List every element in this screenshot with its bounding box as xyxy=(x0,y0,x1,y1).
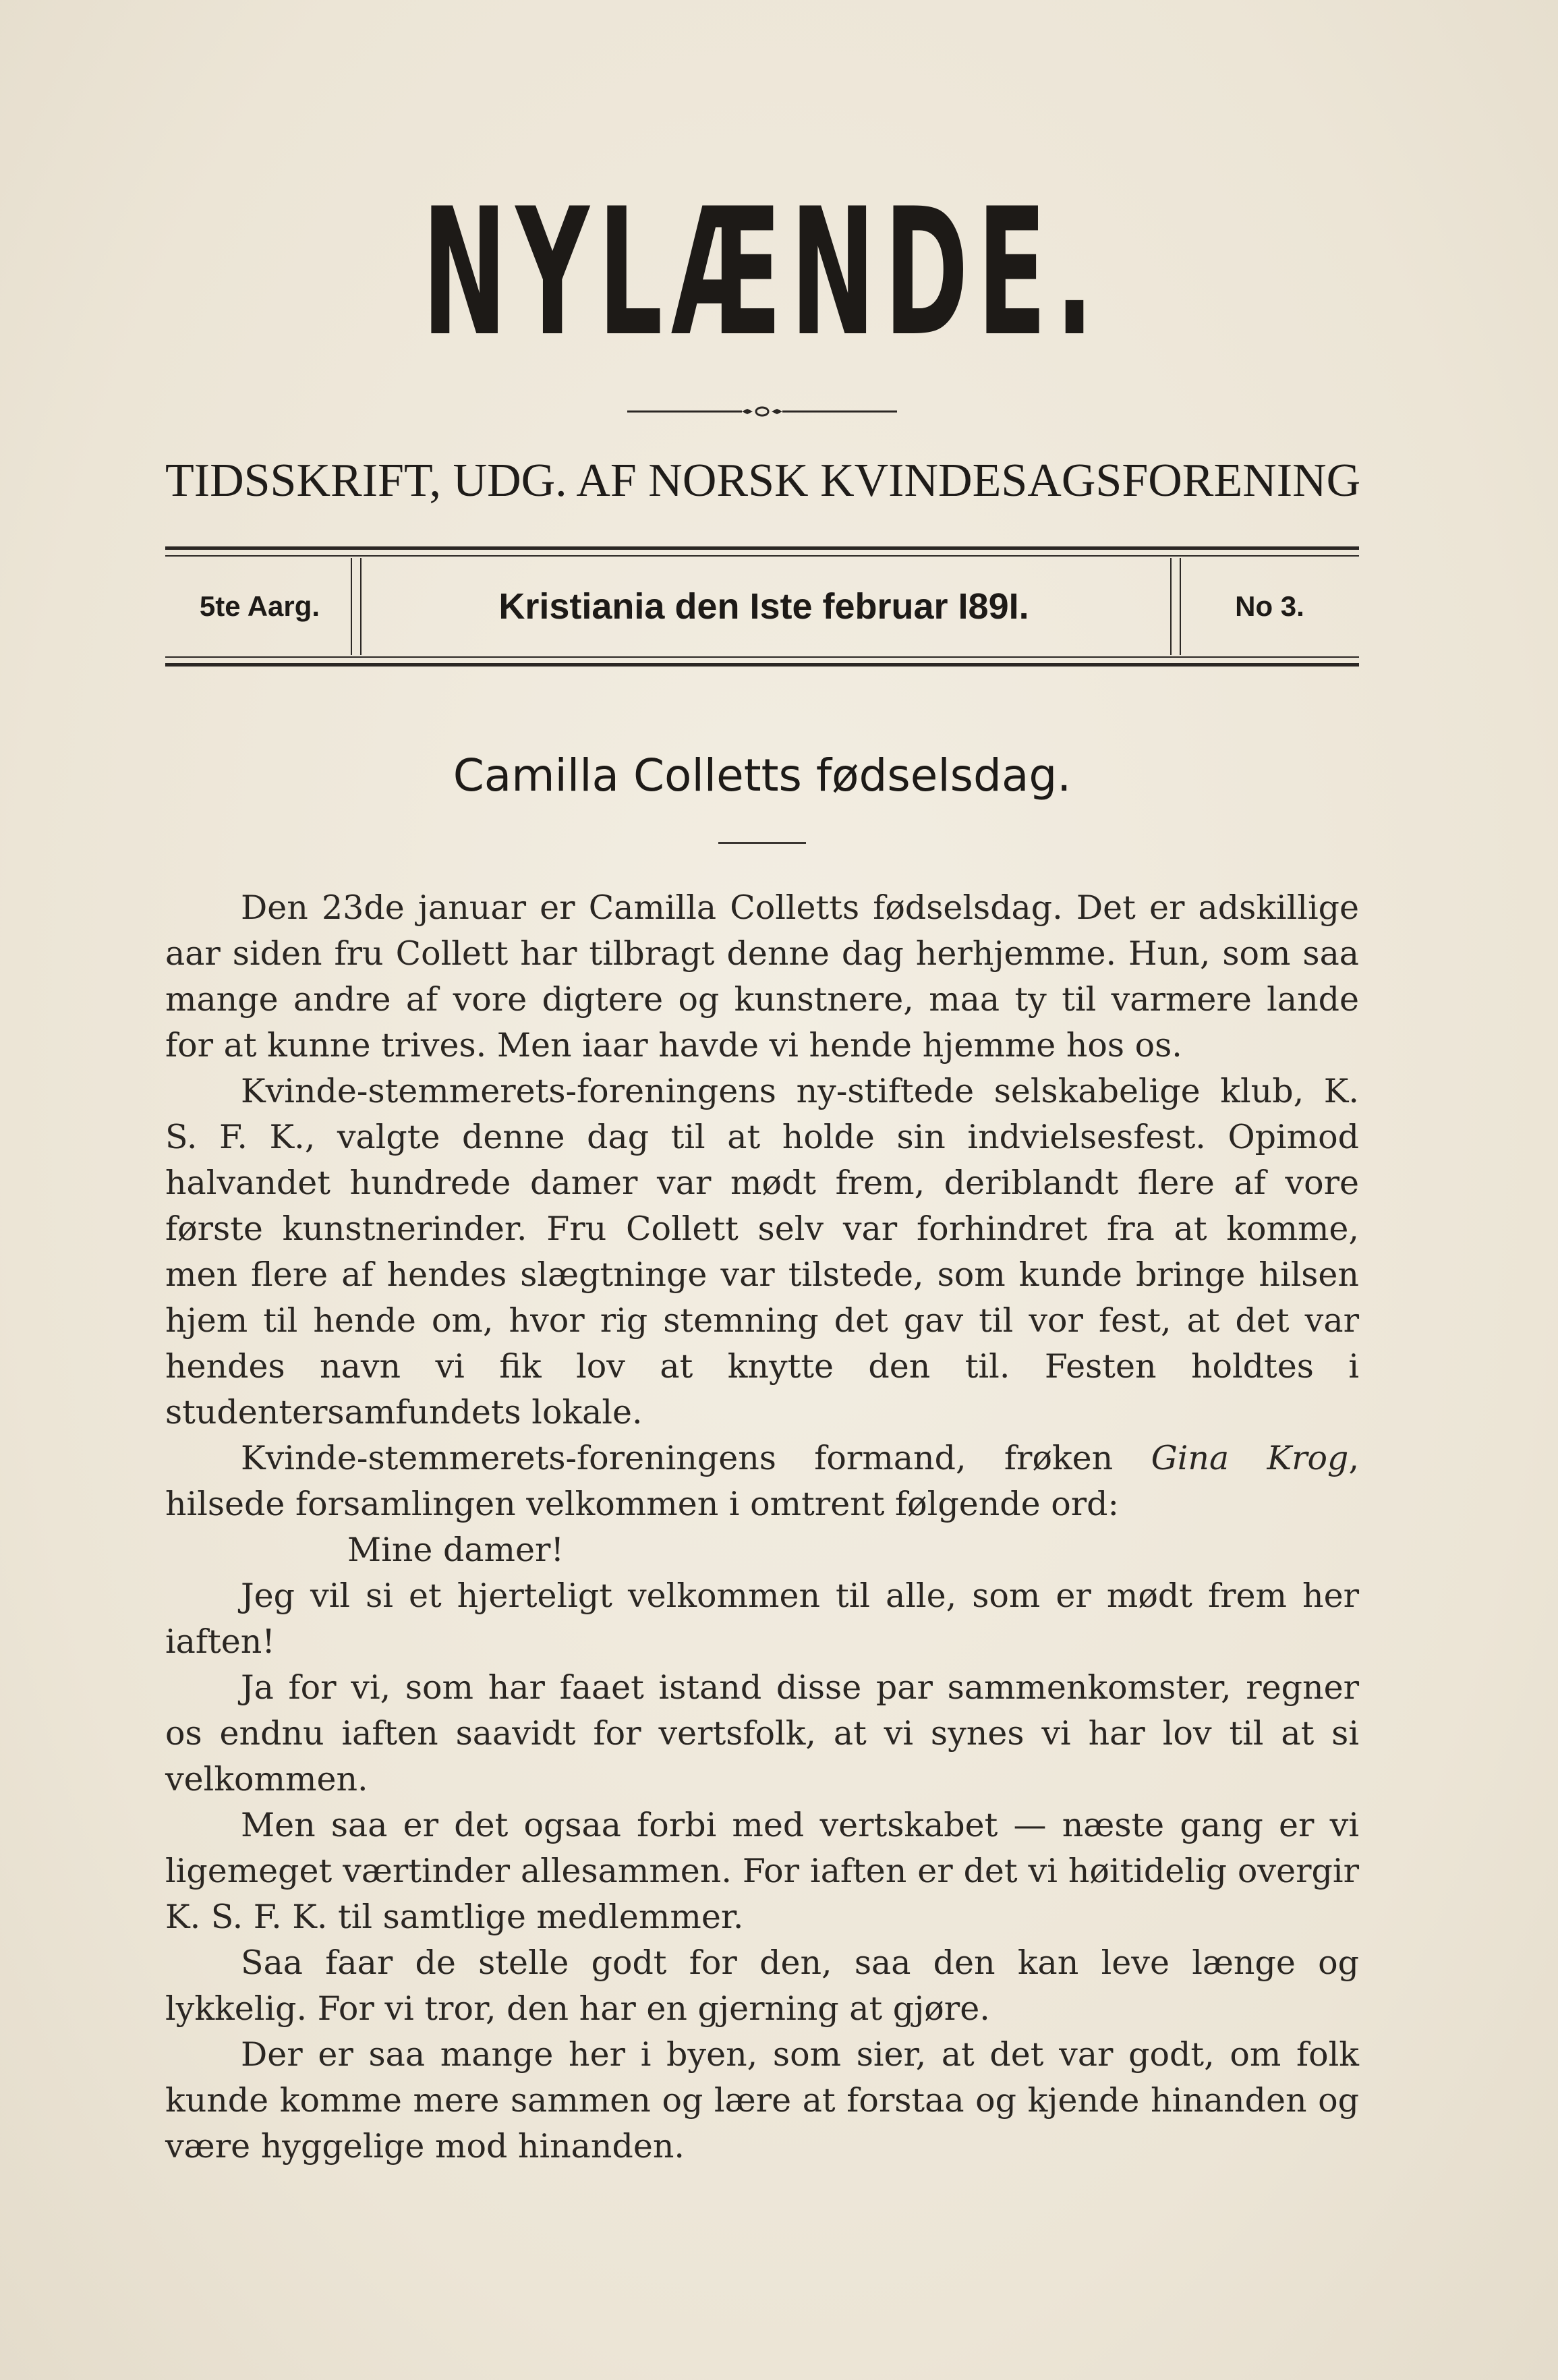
divider xyxy=(1170,558,1181,655)
ornament-rule xyxy=(627,405,897,418)
paragraph: Men saa er det ogsaa forbi med vertskabet — næste gang er vi ligemeget værtinder allesammen. For iaften er det vi høitidelig overgir K. S. F. K. til samtlige medlemmer. xyxy=(165,1806,1359,1936)
speaker-name: Gina Krog xyxy=(1151,1439,1349,1477)
divider xyxy=(351,558,362,655)
paragraph: Jeg vil si et hjerteligt velkommen til alle, som er mødt frem her iaften! xyxy=(165,1577,1359,1661)
paragraph: Kvinde-stemmerets-foreningens ny-stiftede selskabelige klub, K. S. F. K., valgte denne dag til at holde sin indvielsesfest. Opimod halvandet hundrede damer var mødt frem, deriblandt flere af vore første kunstnerinder. Fru Collett selv var forhindret fra at komme, men flere af hendes slægtninge var tilstede, som kunde bringe hilsen hjem til hende om, hvor rig stemning det gav til vor fest, at det var hendes navn vi fik lov at knytte den til. Festen holdtes i studentersamfundets lokale. xyxy=(165,1072,1359,1432)
subtitle: TIDSSKRIFT, UDG. AF NORSK KVINDESAGSFORENING xyxy=(165,455,1361,507)
paragraph: Der er saa mange her i byen, som sier, at det var godt, om folk kunde komme mere sammen og lære at forstaa og kjende hinanden og være hyggelige mod hinanden. xyxy=(165,2035,1359,2165)
paragraph: Den 23de januar er Camilla Colletts fødselsdag. Det er adskillige aar siden fru Collett har tilbragt denne dag herhjemme. Hun, som saa mange andre af vore digtere og kunstnere, maa ty til varmere lande for at kunne trives. Men iaar havde vi hende hjemme hos os. xyxy=(165,888,1359,1065)
masthead-title: NYLÆNDE. xyxy=(422,171,1103,375)
article-title: Camilla Colletts fødselsdag. xyxy=(453,749,1072,801)
paragraph: Saa faar de stelle godt for den, saa den kan leve længe og lykkelig. For vi tror, den har en gjerning at gjøre. xyxy=(165,1944,1359,2028)
speech-intro-text: Kvinde-stemmerets-foreningens formand, frøken xyxy=(241,1439,1151,1477)
paragraph: Ja for vi, som har faaet istand disse par sammenkomster, regner os endnu iaften saavidt for vertsfolk, at vi synes vi har lov til at si velkommen. xyxy=(165,1668,1359,1798)
issue-info-bar xyxy=(165,546,1359,667)
issue-number-label: No 3. xyxy=(1235,590,1304,622)
title-rule xyxy=(718,842,806,844)
volume-label: 5te Aarg. xyxy=(199,590,320,622)
article-body xyxy=(165,885,1359,2170)
speech-intro-text: , hilsede forsamlingen velkommen i omtrent følgende ord: xyxy=(165,1439,1360,1523)
place-date-label: Kristiania den Iste februar I89I. xyxy=(498,586,1029,627)
salutation: Mine damer! xyxy=(347,1531,565,1569)
paragraph xyxy=(165,1436,1359,1527)
